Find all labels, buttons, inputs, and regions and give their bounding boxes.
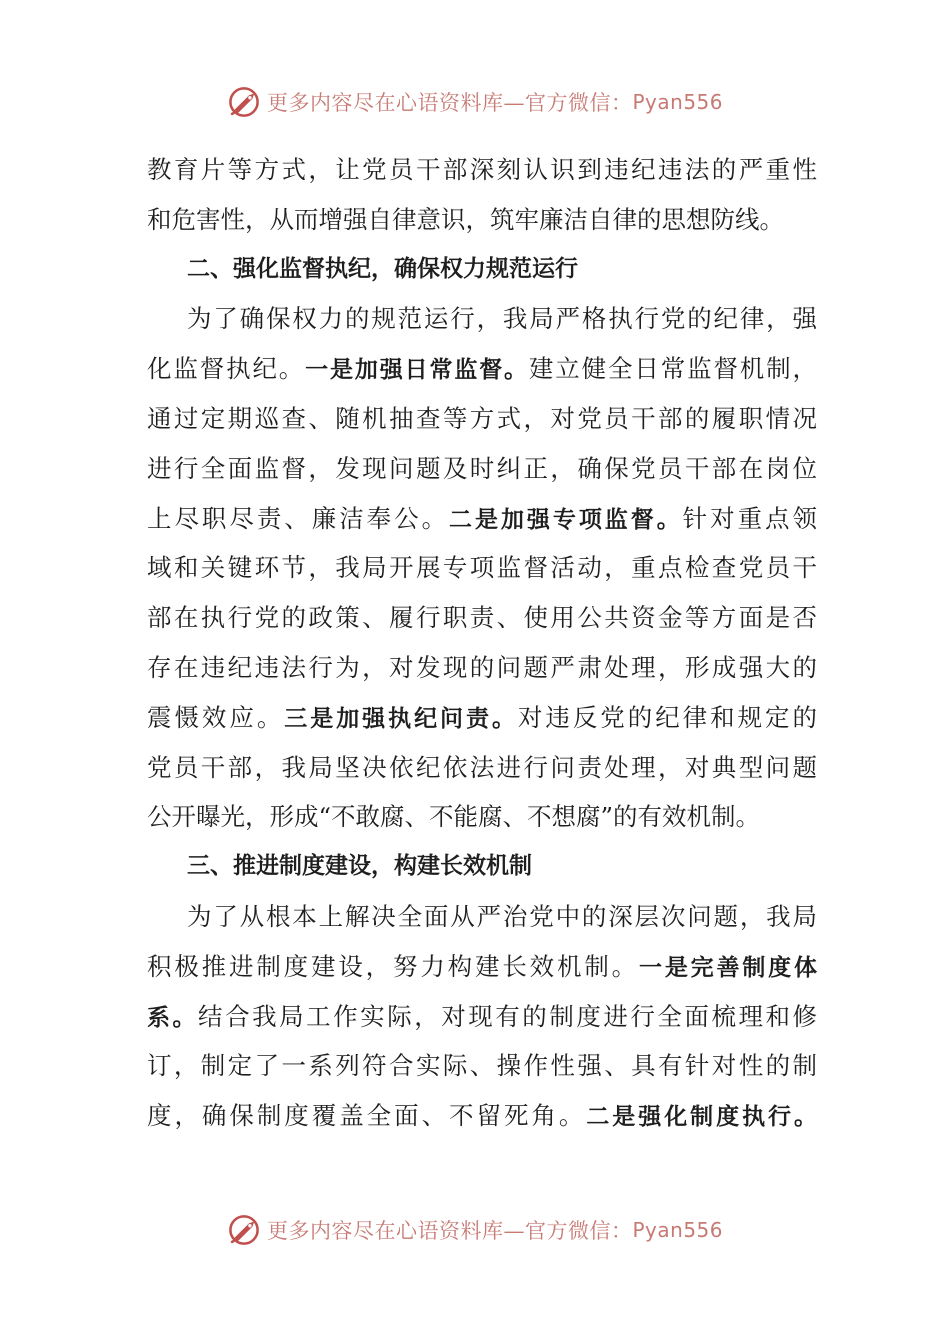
text-run: 公开曝光，形成“不敢腐、不能腐、不想腐”的有效机制。 (147, 802, 761, 832)
section-heading (147, 842, 817, 892)
text-run: 部在执行党的政策、履行职责、使用公共资金等方面是否 (147, 603, 817, 633)
text-run: 震慑效应。 (147, 702, 285, 732)
paragraph-line (147, 344, 817, 394)
text-run: 对违反党的纪律和规定的 (517, 702, 818, 732)
text-run: 进行全面监督，发现问题及时纠正，确保党员干部在岗位 (147, 453, 817, 483)
paragraph-line (147, 792, 817, 842)
paragraph-line (147, 892, 817, 942)
text-run: 积极推进制度建设，努力构建长效机制。 (147, 951, 639, 981)
bold-keyphrase: 三是加强执纪问责。 (284, 705, 518, 732)
paragraph-line (147, 294, 817, 344)
text-run: 党员干部，我局坚决依纪依法进行问责处理，对典型问题 (147, 752, 817, 782)
text-run: 和危害性，从而增强自律意识，筑牢廉洁自律的思想防线。 (147, 204, 784, 234)
paragraph-line (147, 743, 817, 793)
paragraph-line (147, 1091, 817, 1141)
watermark-text: 更多内容尽在心语资料库—官方微信： (266, 91, 633, 115)
text-run: 通过定期巡查、随机抽查等方式，对党员干部的履职情况 (147, 403, 817, 433)
bold-keyphrase: 系。 (147, 1004, 199, 1031)
text-run: 二、强化监督执纪，确保权力规范运行 (187, 255, 578, 282)
text-run: 化监督执纪。 (147, 354, 306, 384)
pen-nib-logo-icon (227, 85, 261, 119)
paragraph-line (147, 394, 817, 444)
text-run: 建立健全日常监督机制， (528, 354, 818, 384)
bold-keyphrase: 一是完善制度体 (639, 954, 818, 981)
text-run: 域和关键环节，我局开展专项监督活动，重点检查党员干 (147, 553, 817, 583)
paragraph-line (147, 145, 817, 195)
bold-keyphrase: 二是强化制度执行。 (586, 1104, 818, 1131)
paragraph-line (147, 693, 817, 743)
bold-keyphrase: 一是加强日常监督。 (305, 357, 529, 384)
paragraph-line (147, 494, 817, 544)
paragraph-line (147, 444, 817, 494)
text-run: 教育片等方式，让党员干部深刻认识到违纪违法的严重性 (147, 155, 817, 184)
text-run: 三、推进制度建设，构建长效机制 (187, 853, 532, 880)
paragraph-line (147, 643, 817, 693)
bold-keyphrase: 二是加强专项监督。 (449, 506, 683, 533)
text-run: 上尽职尽责、廉洁奉公。 (147, 503, 450, 533)
paragraph-line (147, 942, 817, 992)
text-run: 存在违纪违法行为，对发现的问题严肃处理，形成强大的 (147, 652, 817, 682)
section-heading (147, 245, 817, 295)
paragraph-line (147, 1041, 817, 1091)
watermark-banner-bottom (0, 1210, 950, 1250)
paragraph-line (147, 593, 817, 643)
text-run: 结合我局工作实际，对现有的制度进行全面梳理和修 (198, 1001, 818, 1031)
wechat-id: Pyan556 (632, 90, 723, 114)
text-run: 为了从根本上解决全面从严治党中的深层次问题，我局 (187, 901, 817, 931)
text-run: 为了确保权力的规范运行，我局严格执行党的纪律，强 (187, 304, 817, 334)
paragraph-line (147, 543, 817, 593)
watermark-text: 更多内容尽在心语资料库—官方微信： (266, 1219, 633, 1243)
watermark-banner-top (0, 82, 950, 122)
paragraph-line (147, 195, 817, 245)
paragraph-line (147, 992, 817, 1042)
text-run: 针对重点领 (682, 503, 818, 533)
document-body (147, 145, 817, 1141)
text-run: 度，确保制度覆盖全面、不留死角。 (147, 1101, 587, 1131)
text-run: 订，制定了一系列符合实际、操作性强、具有针对性的制 (147, 1051, 817, 1081)
pen-nib-logo-icon (227, 1213, 261, 1247)
wechat-id: Pyan556 (632, 1218, 723, 1242)
